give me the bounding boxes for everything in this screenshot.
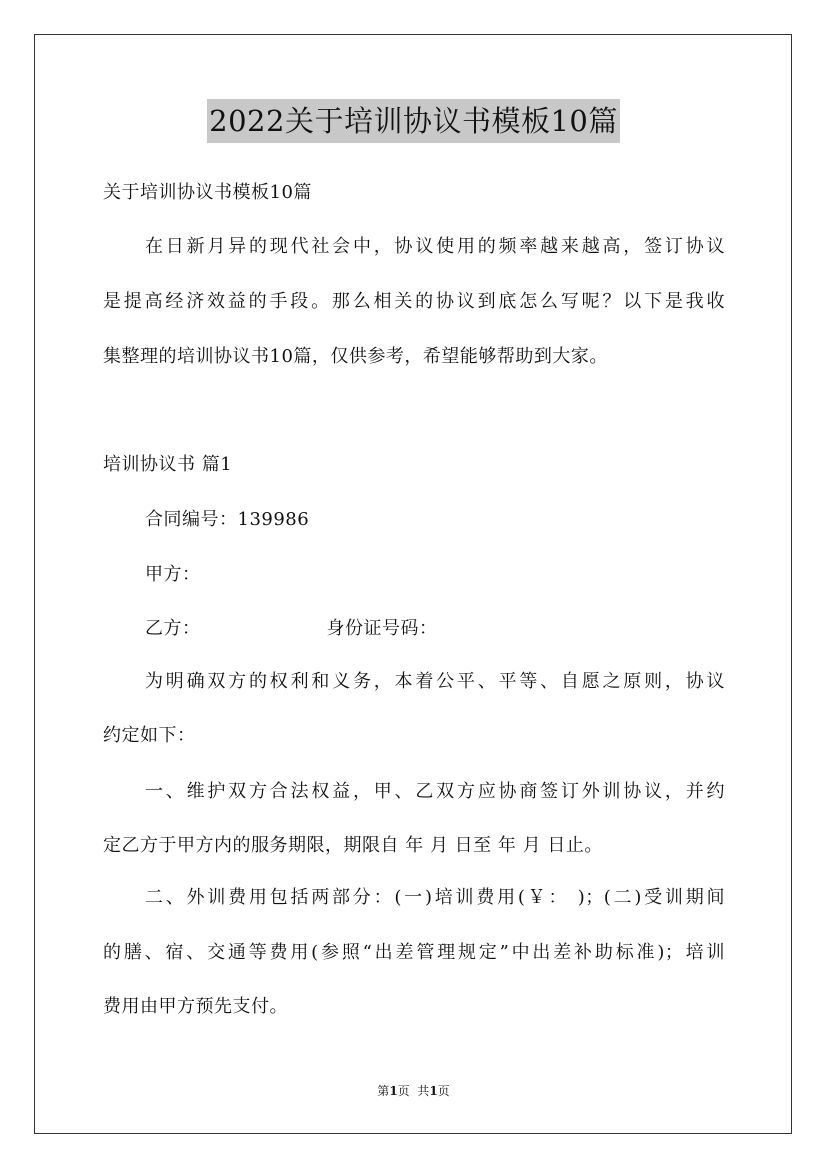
footer-prefix: 第 [377, 1084, 390, 1098]
preamble-line-1: 为明确双方的权利和义务，本着公平、平等、自愿之原则，协议 [145, 671, 725, 692]
party-a: 甲方： [145, 564, 201, 585]
clause-2-line-2: 的膳、宿、交通等费用(参照“出差管理规定”中出差补助标准)；培训 [103, 942, 725, 963]
intro-line-1: 在日新月异的现代社会中，协议使用的频率越来越高，签订协议 [145, 236, 725, 257]
clause-1-line-2: 定乙方于甲方内的服务期限，期限自 年 月 日至 年 月 日止。 [103, 835, 603, 856]
document-subtitle: 关于培训协议书模板10篇 [103, 182, 312, 203]
title-container [0, 99, 827, 143]
page-footer [0, 1082, 827, 1100]
clause-2-line-3: 费用由甲方预先支付。 [103, 996, 288, 1017]
party-b-row [145, 617, 438, 641]
party-b: 乙方： [145, 618, 201, 639]
footer-suffix: 页 [437, 1084, 450, 1098]
id-number-label: 身份证号码： [326, 618, 438, 639]
footer-mid: 页 共 [397, 1084, 430, 1098]
footer-current-page: 1 [389, 1084, 398, 1098]
document-title: 2022关于培训协议书模板10篇 [207, 99, 620, 143]
clause-2-line-1: 二、外训费用包括两部分：(一)培训费用(￥： )；(二)受训期间 [145, 887, 725, 908]
clause-1-line-1: 一、维护双方合法权益，甲、乙双方应协商签订外训协议，并约 [145, 781, 725, 802]
contract-number: 合同编号：139986 [145, 509, 310, 530]
section-heading: 培训协议书 篇1 [103, 454, 233, 475]
footer-total-pages: 1 [429, 1084, 438, 1098]
intro-line-3: 集整理的培训协议书10篇，仅供参考，希望能够帮助到大家。 [103, 346, 608, 367]
intro-line-2: 是提高经济效益的手段。那么相关的协议到底怎么写呢？以下是我收 [103, 291, 725, 312]
preamble-line-2: 约定如下： [103, 725, 196, 746]
